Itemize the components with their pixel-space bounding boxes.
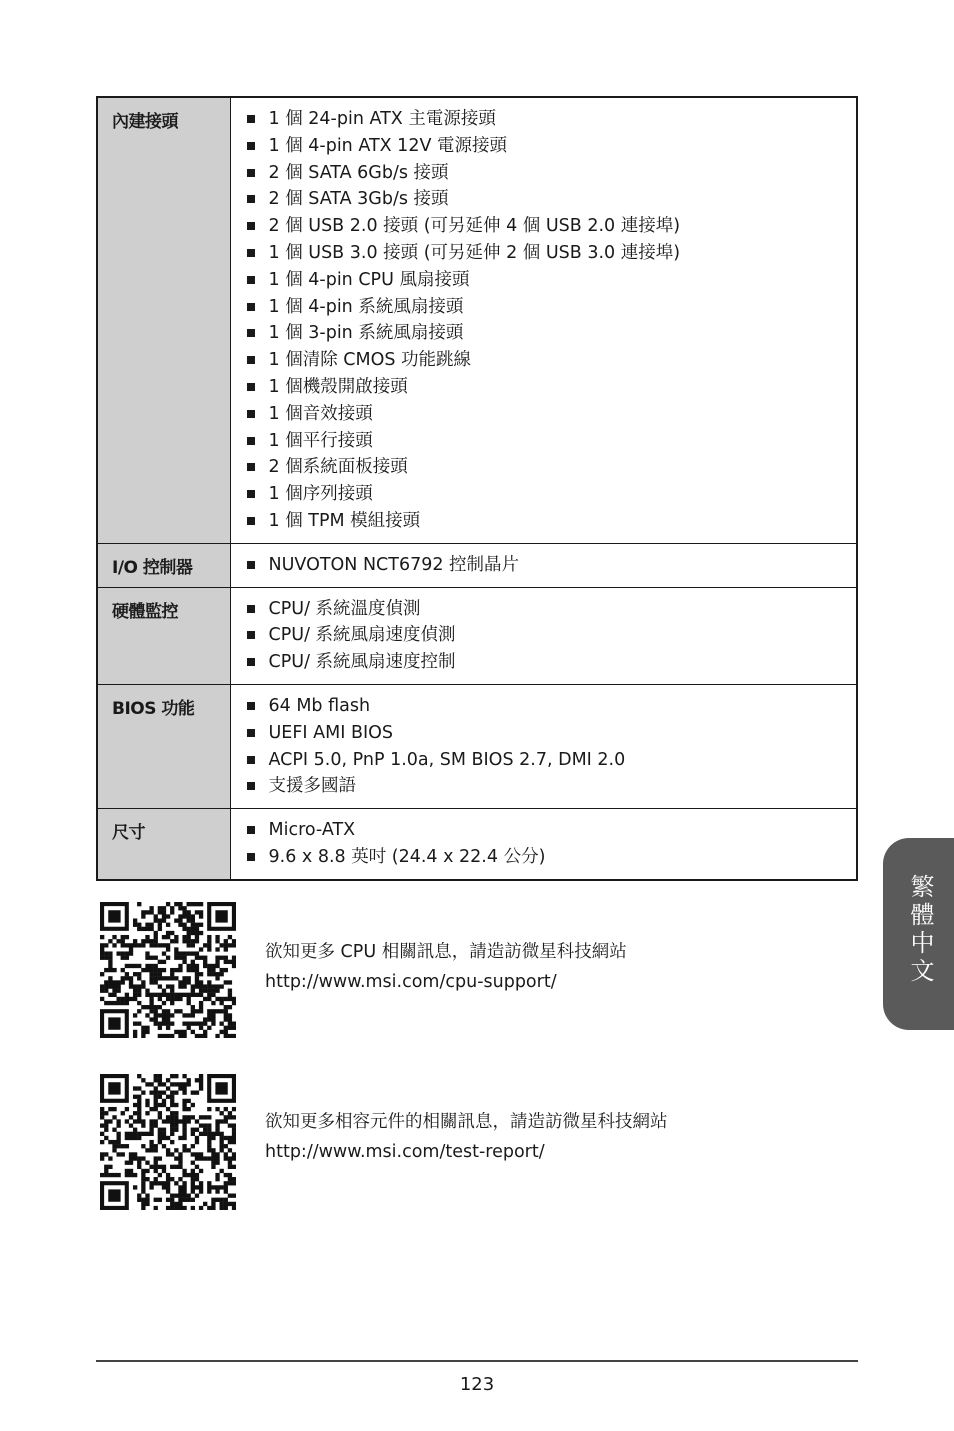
spec-item	[245, 720, 857, 747]
square-bullet-icon	[247, 169, 255, 177]
spec-item-text: UEFI AMI BIOS	[268, 722, 393, 743]
footer-divider	[96, 1360, 858, 1362]
page-number: 123	[459, 1374, 495, 1395]
qr-section-cpu	[100, 902, 860, 1042]
spec-item	[245, 294, 857, 321]
spec-item-text: NUVOTON NCT6792 控制晶片	[268, 554, 520, 575]
square-bullet-icon	[247, 276, 255, 284]
spec-item	[245, 133, 857, 160]
spec-item	[245, 401, 857, 428]
spec-row-label: I/O 控制器	[97, 543, 230, 587]
spec-item	[245, 267, 857, 294]
square-bullet-icon	[247, 303, 255, 311]
spec-item-text: 1 個音效接頭	[268, 403, 373, 424]
spec-item	[245, 347, 857, 374]
spec-row-values	[230, 587, 857, 684]
spec-row	[97, 97, 857, 543]
square-bullet-icon	[247, 383, 255, 391]
square-bullet-icon	[247, 222, 255, 230]
spec-item	[245, 693, 857, 720]
spec-item-text: 1 個 4-pin CPU 風扇接頭	[268, 269, 470, 290]
spec-row-label: 硬體監控	[97, 587, 230, 684]
spec-item-text: 1 個 USB 3.0 接頭 (可另延伸 2 個 USB 3.0 連接埠)	[268, 242, 681, 263]
spec-item	[245, 844, 857, 871]
spec-item-list	[245, 817, 857, 871]
square-bullet-icon	[247, 702, 255, 710]
square-bullet-icon	[247, 561, 255, 569]
square-bullet-icon	[247, 249, 255, 257]
spec-item	[245, 454, 857, 481]
square-bullet-icon	[247, 826, 255, 834]
spec-row-values	[230, 97, 857, 543]
spec-row-values	[230, 543, 857, 587]
spec-item-text: 1 個 24-pin ATX 主電源接頭	[268, 109, 496, 129]
spec-item-text: 1 個平行接頭	[268, 430, 373, 451]
spec-item-list	[245, 596, 857, 676]
spec-item-text: 2 個系統面板接頭	[268, 457, 408, 478]
qr-cpu-text: 欲知更多 CPU 相關訊息，請造訪微星科技網站	[265, 942, 627, 962]
spec-item-text: 1 個清除 CMOS 功能跳線	[268, 350, 472, 371]
qr-section-test-report	[100, 1074, 860, 1214]
square-bullet-icon	[247, 782, 255, 790]
square-bullet-icon	[247, 729, 255, 737]
spec-row	[97, 543, 857, 587]
spec-item	[245, 186, 857, 213]
language-side-tab	[883, 838, 954, 1030]
spec-table	[96, 96, 858, 881]
spec-item-text: 支援多國語	[268, 776, 356, 797]
spec-row-values	[230, 684, 857, 808]
square-bullet-icon	[247, 437, 255, 445]
spec-item-text: 64 Mb flash	[268, 695, 371, 716]
spec-item	[245, 106, 857, 133]
spec-item-text: CPU/ 系統溫度偵測	[268, 598, 421, 619]
spec-row-label: BIOS 功能	[97, 684, 230, 808]
square-bullet-icon	[247, 195, 255, 203]
spec-row	[97, 684, 857, 808]
square-bullet-icon	[247, 756, 255, 764]
qr-cpu-url[interactable]: http://www.msi.com/cpu-support/	[265, 972, 557, 992]
spec-item	[245, 817, 857, 844]
spec-item	[245, 622, 857, 649]
spec-row	[97, 587, 857, 684]
spec-item	[245, 160, 857, 187]
spec-item	[245, 240, 857, 267]
spec-row	[97, 809, 857, 880]
spec-item-text: 2 個 SATA 3Gb/s 接頭	[268, 189, 449, 210]
square-bullet-icon	[247, 605, 255, 613]
spec-item-text: 9.6 x 8.8 英吋 (24.4 x 22.4 公分)	[268, 846, 546, 867]
spec-item-text: 1 個 3-pin 系統風扇接頭	[268, 323, 464, 344]
spec-item-text: CPU/ 系統風扇速度控制	[268, 652, 456, 673]
square-bullet-icon	[247, 115, 255, 123]
spec-item-text: 2 個 USB 2.0 接頭 (可另延伸 4 個 USB 2.0 連接埠)	[268, 216, 681, 237]
spec-item	[245, 320, 857, 347]
spec-item	[245, 773, 857, 800]
square-bullet-icon	[247, 329, 255, 337]
spec-item	[245, 747, 857, 774]
square-bullet-icon	[247, 853, 255, 861]
spec-item-text: 1 個 TPM 模組接頭	[268, 510, 421, 531]
square-bullet-icon	[247, 517, 255, 525]
spec-item-text: 1 個序列接頭	[268, 484, 373, 505]
spec-item	[245, 596, 857, 623]
spec-row-label: 內建接頭	[97, 97, 230, 543]
spec-item	[245, 213, 857, 240]
square-bullet-icon	[247, 142, 255, 150]
spec-item-text: ACPI 5.0, PnP 1.0a, SM BIOS 2.7, DMI 2.0	[268, 749, 626, 770]
spec-item-text: 2 個 SATA 6Gb/s 接頭	[268, 162, 449, 183]
spec-item-list	[245, 693, 857, 800]
qr-code-icon	[100, 902, 236, 1038]
language-tab-label: 繁體中文	[906, 874, 934, 986]
square-bullet-icon	[247, 631, 255, 639]
spec-item	[245, 428, 857, 455]
spec-item-text: 1 個 4-pin 系統風扇接頭	[268, 296, 464, 317]
qr-test-report-text: 欲知更多相容元件的相關訊息，請造訪微星科技網站	[265, 1112, 668, 1132]
square-bullet-icon	[247, 490, 255, 498]
spec-item-text: 1 個 4-pin ATX 12V 電源接頭	[268, 135, 507, 156]
spec-item-text: 1 個機殼開啟接頭	[268, 376, 408, 397]
spec-item	[245, 552, 857, 579]
spec-item	[245, 649, 857, 676]
spec-row-values	[230, 809, 857, 880]
spec-item	[245, 374, 857, 401]
qr-test-report-url[interactable]: http://www.msi.com/test-report/	[265, 1142, 545, 1162]
qr-code-icon	[100, 1074, 236, 1210]
square-bullet-icon	[247, 356, 255, 364]
spec-item	[245, 508, 857, 535]
spec-row-label: 尺寸	[97, 809, 230, 880]
square-bullet-icon	[247, 658, 255, 666]
spec-item-text: Micro-ATX	[268, 820, 356, 841]
spec-table-body	[97, 97, 857, 880]
spec-item-list	[245, 106, 857, 535]
spec-item-list	[245, 552, 857, 579]
square-bullet-icon	[247, 463, 255, 471]
spec-item	[245, 481, 857, 508]
spec-item-text: CPU/ 系統風扇速度偵測	[268, 625, 456, 646]
square-bullet-icon	[247, 410, 255, 418]
